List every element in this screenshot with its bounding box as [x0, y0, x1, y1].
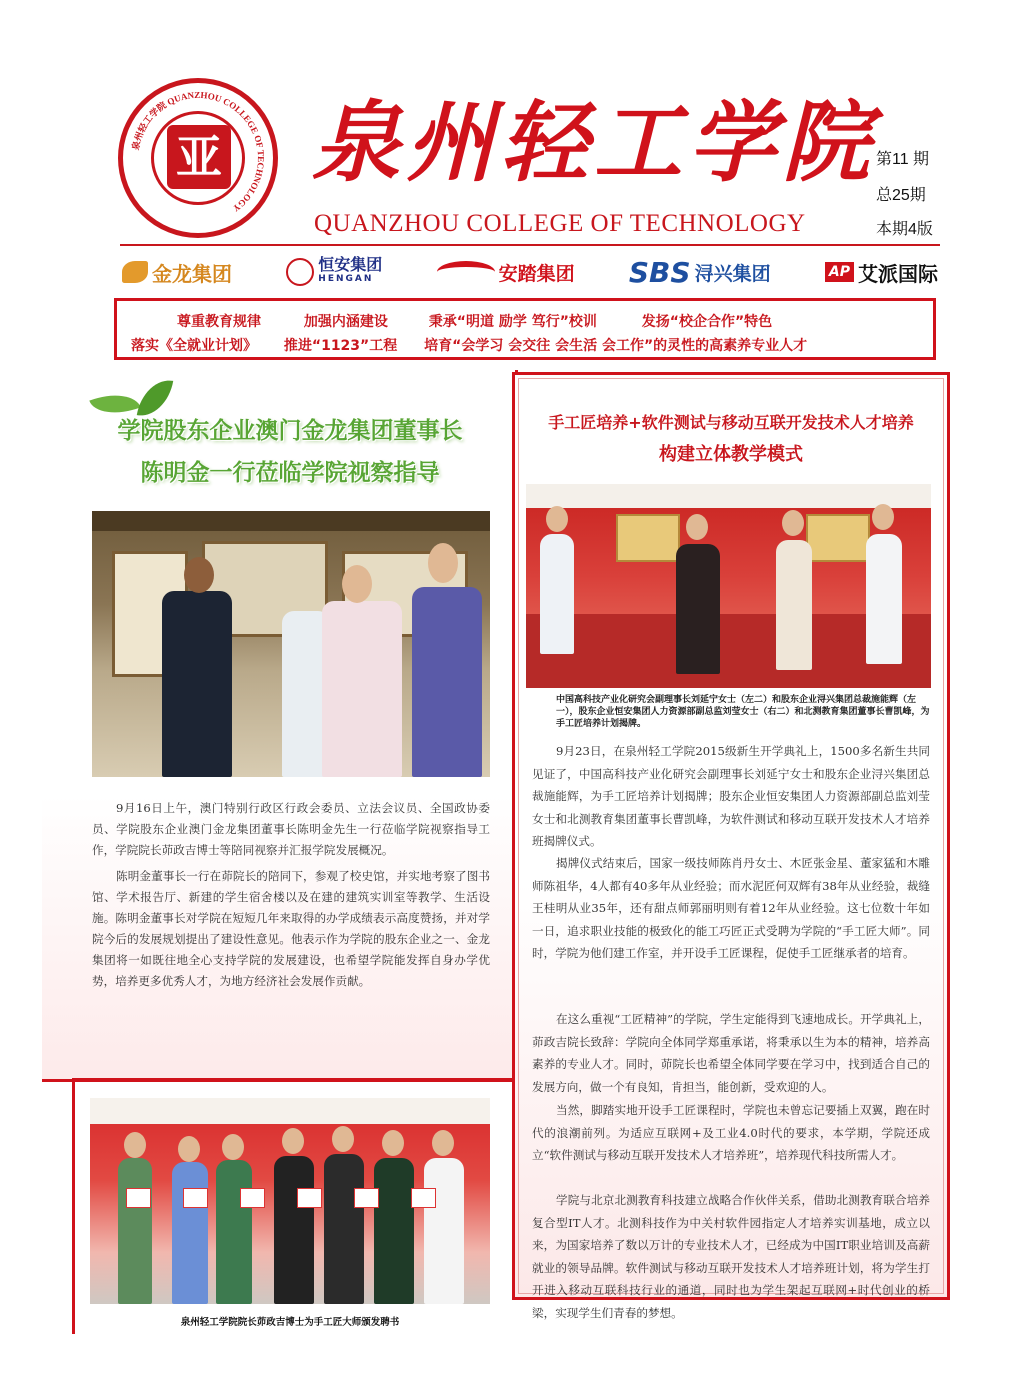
sponsor-aipai: AP 艾派国际	[825, 258, 938, 287]
masthead-title-cn: 泉州轻工学院	[312, 90, 877, 194]
photo-visit-exhibition	[92, 511, 490, 777]
photo-caption-unveiling: 中国高科技产业化研究会副理事长刘延宁女士（左二）和股东企业浔兴集团总裁施能辉（左一），股东企业恒安集团人力资源部副总监刘莹女士（右二）和北测教育集团董事长曹凯峰，为手工匠培养计划揭牌。	[556, 695, 930, 729]
photo-master-appointment	[90, 1098, 490, 1304]
sponsor-anta: 安踏集团	[437, 259, 575, 286]
sponsor-logos	[122, 252, 938, 292]
right-article-title-2: 构建立体教学模式	[659, 444, 803, 465]
issue-total: 总25期	[876, 187, 926, 204]
right-article-paragraph-2: 揭牌仪式结束后，国家一级技师陈肖丹女士、木匠张金星、董家猛和木雕师陈祖华，4人都有40多年从业经验；而水泥匠何双辉有38年从业经验，裁缝王桂明从业35年，还有甜点师郭丽明则有着12年从业经验。这七位数十年如一日，追求职业技能的极致化的能工巧匠正式受聘为学院的“手工匠大师”。同时，学院为他们建工作室，并开设手工匠课程，促使手工匠继承者的培育。	[532, 856, 930, 960]
motto-box	[114, 298, 936, 360]
photo-plaque-unveiling	[526, 484, 931, 688]
anta-swoosh-icon	[437, 261, 495, 283]
ap-badge: AP	[825, 262, 854, 282]
right-article-paragraph-3: 在这么重视“工匠精神”的学院，学生定能得到飞速地成长。开学典礼上，茆政吉院长致辞：学院向全体同学郑重承诺，将秉承以生为本的精神，培养高素养的专业人才。同时，茆院长也希望全体同学要在学习中，找到适合自己的发展方向，做一个有良知，肯担当，能创新，受欢迎的人。	[532, 1012, 930, 1094]
sponsor-hengan: 恒安集团 HENGAN	[286, 258, 382, 286]
seal-emblem: 亚	[167, 125, 231, 189]
left-article-title-1: 学院股东企业澳门金龙集团董事长	[117, 417, 463, 444]
header-divider	[120, 244, 940, 246]
svg-text:泉州轻工学院 QUANZHOU COLLEGE OF TEC: 泉州轻工学院 QUANZHOU COLLEGE OF TECHNOLOGY	[130, 89, 267, 214]
sponsor-sbs: SBS 浔兴集团	[628, 255, 771, 289]
issue-pages: 本期4版	[876, 221, 933, 238]
issue-number: 第11 期	[876, 151, 930, 168]
right-article-paragraph-5: 学院与北京北测教育科技建立战略合作伙伴关系，借助北测教育联合培养复合型IT人才。北测科技作为中关村软件园指定人才培养实训基地，成立以来，为国家培养了数以万计的专业技术人才，已经成为中国IT职业培训及高薪就业的领导品牌。软件测试与移动互联开发技术人才培养班计划，将为学生打开进入移动互联科技行业的通道，同时也为学生架起互联网+时代创业的桥梁，实现学生们青春的梦想。	[532, 1193, 930, 1320]
sponsor-jinlong: 金龙集团	[122, 258, 232, 287]
hengan-icon	[286, 258, 314, 286]
masthead-title-en: QUANZHOU COLLEGE OF TECHNOLOGY	[314, 210, 806, 237]
right-article-title-1: 手工匠培养+软件测试与移动互联开发技术人才培养	[548, 413, 914, 432]
left-article-title-2: 陈明金一行莅临学院视察指导	[140, 459, 440, 486]
left-article-paragraph-1: 9月16日上午，澳门特别行政区行政会委员、立法会议员、全国政协委员、学院股东企业澳门金龙集团董事长陈明金先生一行莅临学院视察指导工作，学院院长茆政吉博士等陪同视察并汇报学院发展概况。	[92, 801, 490, 857]
college-seal-logo	[118, 78, 278, 238]
motto-line-2: 落实《全就业计划》 推进“1123”工程 培育“会学习 会交往 会生活 会工作”的灵性的高素养专业人才	[131, 338, 808, 354]
dragon-icon	[122, 261, 148, 283]
photo-caption-appointment: 泉州轻工学院院长茆政吉博士为手工匠大师颁发聘书	[180, 1317, 400, 1328]
right-article-paragraph-1: 9月23日，在泉州轻工学院2015级新生开学典礼上，1500多名新生共同见证了，中国高科技产业化研究会副理事长刘延宁女士和股东企业浔兴集团总裁施能辉，为手工匠培养计划揭牌；股东企业恒安集团人力资源部副总监刘莹女士和北测教育集团董事长曹凯峰，为软件测试和移动互联开发技术人才培养班揭牌仪式。	[532, 744, 930, 848]
right-article-paragraph-4: 当然，脚踏实地开设手工匠课程时，学院也未曾忘记要插上双翼，跑在时代的浪潮前列。为适应互联网+及工业4.0时代的要求，本学期，学院还成立“软件测试与移动互联开发技术人才培养班”，培养现代科技所需人才。	[532, 1103, 930, 1162]
motto-line-1: 尊重教育规律 加强内涵建设 秉承“明道 励学 笃行”校训 发扬“校企合作”特色	[177, 314, 773, 330]
left-article-paragraph-2: 陈明金董事长一行在茆院长的陪同下，参观了校史馆，并实地考察了图书馆、学术报告厅、新建的学生宿舍楼以及在建的建筑实训室等教学、生活设施。陈明金董事长对学院在短短几年来取得的办学成绩表示高度赞扬，并对学院今后的发展规划提出了建设性意见。他表示作为学院的股东企业之一、金龙集团将一如既往地全心支持学院的发展建设，也希望学院能发挥自身办学优势，培养更多优秀人才，为地方经济社会发展作贡献。	[92, 869, 490, 988]
